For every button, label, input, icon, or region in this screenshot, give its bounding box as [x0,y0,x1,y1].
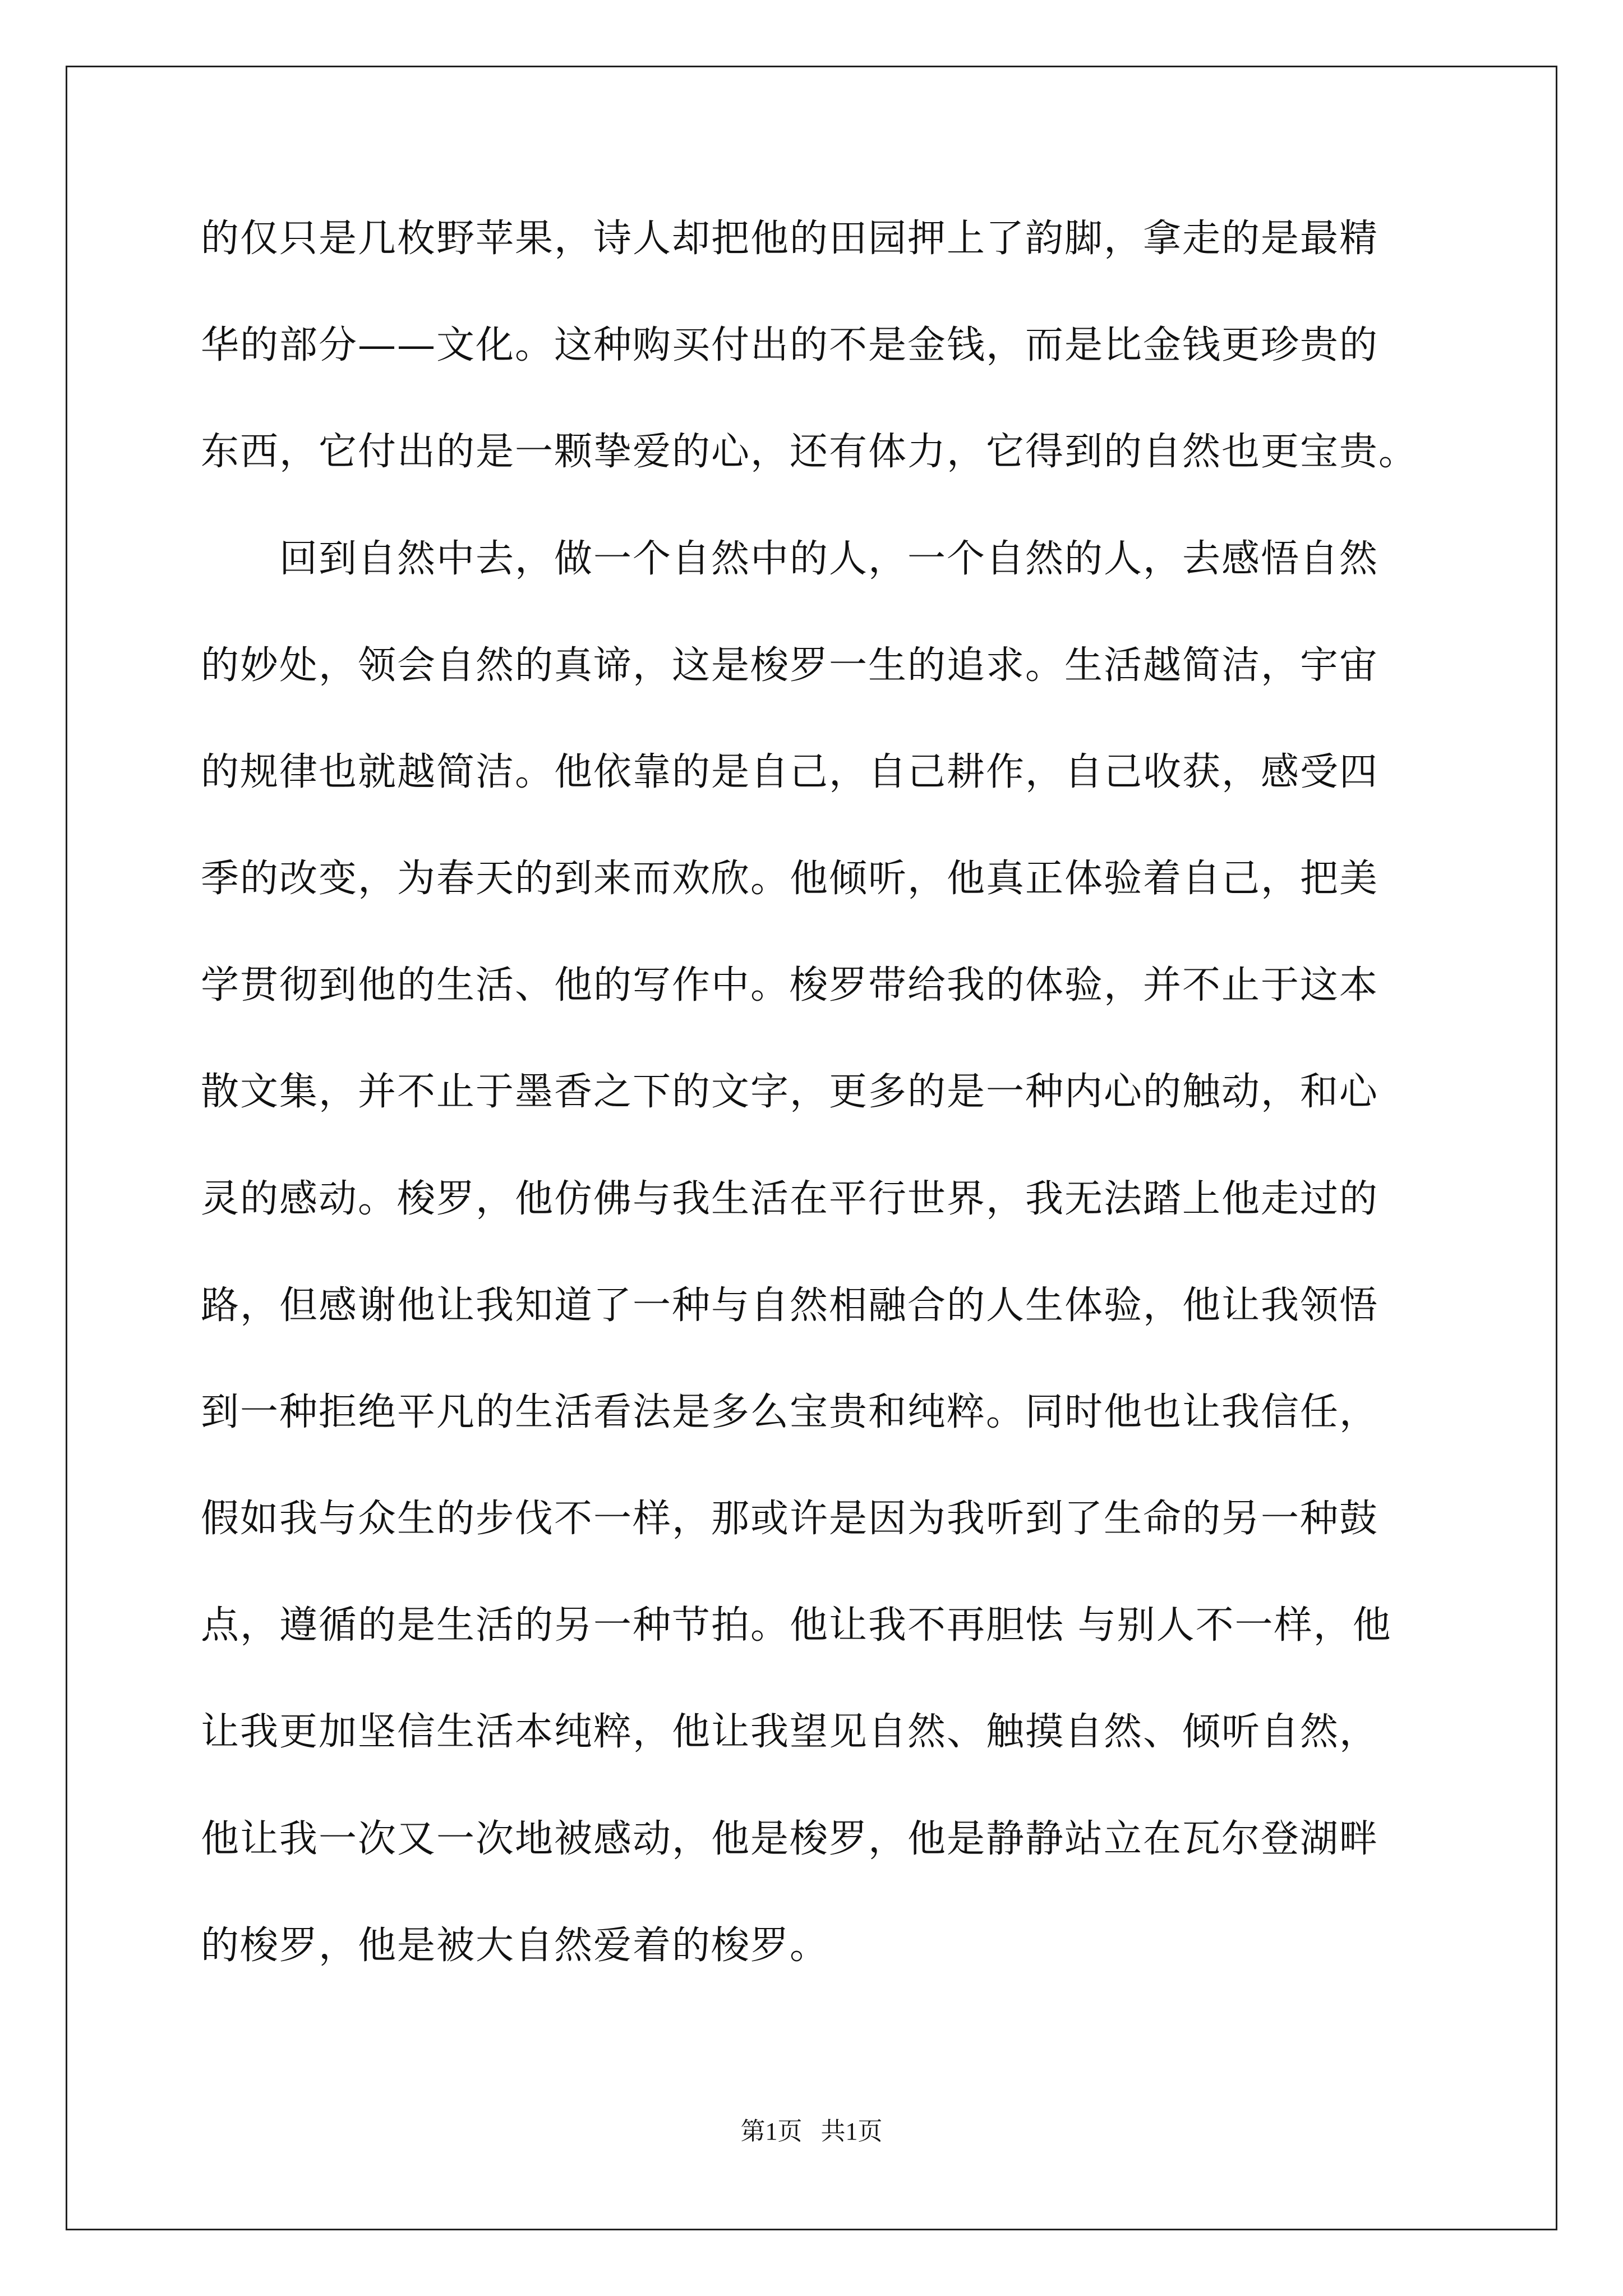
text-line: 路，但感谢他让我知道了一种与自然相融合的人生体验，他让我领悟 [201,1283,1379,1328]
text-line: 华的部分——文化。这种购买付出的不是金钱，而是比金钱更珍贵的 [201,323,1379,367]
text-line: 灵的感动。梭罗，他仿佛与我生活在平行世界，我无法踏上他走过的 [201,1177,1379,1221]
text-line: 到一种拒绝平凡的生活看法是多么宝贵和纯粹。同时他也让我信任， [201,1390,1379,1434]
text-line: 散文集，并不止于墨香之下的文字，更多的是一种内心的触动，和心 [201,1070,1379,1114]
text-line: 他让我一次又一次地被感动，他是梭罗，他是静静站立在瓦尔登湖畔 [201,1817,1379,1861]
page-border [66,66,1557,2230]
page-footer: 第1页 共1页 [740,2118,883,2145]
text-line: 让我更加坚信生活本纯粹，他让我望见自然、触摸自然、倾听自然， [201,1710,1379,1754]
text-line: 季的改变，为春天的到来而欢欣。他倾听，他真正体验着自己，把美 [201,857,1379,901]
text-line: 的妙处，领会自然的真谛，这是梭罗一生的追求。生活越简洁，宇宙 [201,643,1379,688]
text-line: 假如我与众生的步伐不一样，那或许是因为我听到了生命的另一种鼓 [201,1497,1379,1541]
text-line: 的梭罗，他是被大自然爱着的梭罗。 [201,1924,829,1968]
text-line: 回到自然中去，做一个自然中的人，一个自然的人，去感悟自然 [201,537,1379,581]
text-line: 的仅只是几枚野苹果，诗人却把他的田园押上了韵脚，拿走的是最精 [201,217,1379,261]
text-line: 的规律也就越简洁。他依靠的是自己，自己耕作，自己收获，感受四 [201,750,1379,794]
text-line: 学贯彻到他的生活、他的写作中。梭罗带给我的体验，并不止于这本 [201,963,1379,1007]
text-line: 东西，它付出的是一颗挚爱的心，还有体力，它得到的自然也更宝贵。 [201,430,1418,474]
text-line: 点，遵循的是生活的另一种节拍。他让我不再胆怯 与别人不一样，他 [201,1603,1392,1648]
